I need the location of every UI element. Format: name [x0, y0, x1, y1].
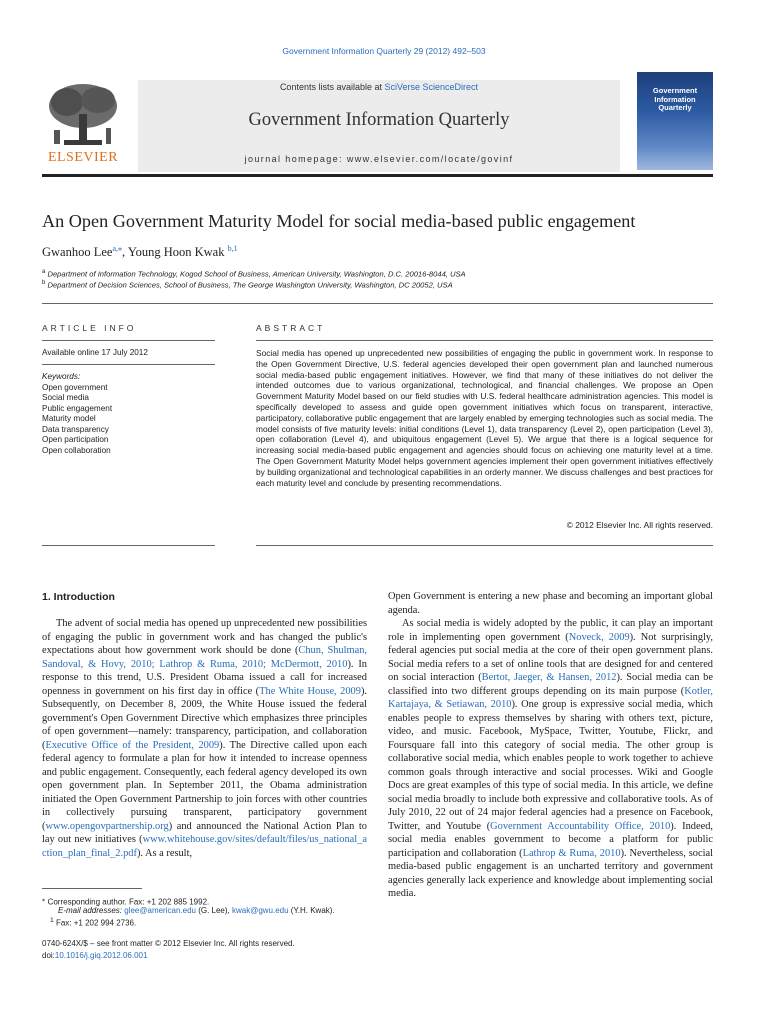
citation-link[interactable]: Kotler, Kartajaya, & Setiawan, 2010: [388, 685, 713, 710]
keyword-item: Open government: [42, 382, 108, 392]
keyword-item: Open participation: [42, 435, 109, 444]
cover-title-line: Quarterly: [658, 103, 692, 112]
keywords-block: [42, 372, 112, 456]
email-link[interactable]: glee@american.edu: [124, 906, 196, 915]
masthead-rule: [42, 174, 713, 177]
footnote-emails: E-mail addresses: glee@american.edu (G. Lee), kwak@gwu.edu (Y.H. Kwak).: [58, 906, 335, 915]
journal-title: Government Information Quarterly: [248, 110, 510, 130]
doi-link[interactable]: 10.1016/j.giq.2012.06.001: [54, 951, 148, 960]
article-info-heading: ARTICLE INFO: [42, 323, 137, 333]
body-column-left: [42, 617, 367, 860]
email-link[interactable]: kwak@gwu.edu: [231, 906, 289, 915]
url-link[interactable]: www.whitehouse.gov/sites/default/files/us_national_action_plan_final_2.pdf: [42, 834, 367, 859]
author-name: Gwanhoo Lee: [42, 245, 113, 260]
issn-line: 0740-624X/$ – see front matter © 2012 Elsevier Inc. All rights reserved.: [42, 939, 295, 948]
abstract-rule: [256, 545, 713, 546]
abstract-heading: ABSTRACT: [256, 323, 326, 333]
article-info-rule: [42, 340, 215, 341]
cover-title-line: Information: [654, 94, 696, 104]
citation-link[interactable]: Government Accountability Office, 2010: [490, 820, 671, 832]
available-online: Available online 17 July 2012: [42, 348, 148, 357]
elsevier-wordmark: ELSEVIER: [47, 150, 119, 165]
citation-link[interactable]: Chun, Shulman, Sandoval, & Hovy, 2010; Lathrop & Ruma, 2010; McDermott, 2010: [42, 645, 367, 670]
abstract-text: Social media has opened up unprecedented new possibilities of engaging the public in government work. In response to the Open Government Directive, U.S. federal agencies developed their open government plan and launched numerous social media-based public engagement initiatives. However, we find that many of these initiatives do not deliver the intended outcomes due to various organizational, technological, and financial challenges. We propose an Open Government Maturity Model based on our field studies with U.S. federal healthcare administration agencies. This model is specifically developed to assess and guide open government initiatives which focus on transparent, interactive, participatory, collaborative public engagement that are largely enabled by emerging technologies such as social media. The model consists of five maturity levels: initial conditions (Level 1), data transparency (Level 2), open participation (Level 3), open collaboration (Level 4), and ubiquitous engagement (Level 5). We argue that there is a logical sequence for increasing social media-based public engagement and agencies should focus on achieving one maturity level at a time. The Open Government Maturity Model helps government agencies implement their open government initiatives effectively by building organizational and technological capabilities in an orderly manner. We discuss challenges and best practices for each maturity level and conclude by presenting recommendations.: [256, 348, 713, 488]
keyword-item: Social media: [42, 393, 89, 402]
affiliation-a: $^a$ Department of Information Technology, Kogod School of Business, American University, Washington, D.C. 20016-8044, USA: [42, 269, 466, 279]
abstract-copyright: © 2012 Elsevier Inc. All rights reserved.: [566, 520, 713, 530]
author-name: Young Hoon Kwak: [127, 245, 225, 260]
contents-prefix: Contents lists available at: [279, 82, 385, 92]
doi-line: doi:10.1016/j.giq.2012.06.001: [42, 951, 148, 960]
citation-link[interactable]: The White House, 2009: [259, 685, 361, 697]
keyword-item: Maturity model: [42, 414, 96, 423]
keyword-item: Public engagement: [42, 403, 113, 413]
citation-link[interactable]: Lathrop & Ruma, 2010: [522, 847, 621, 859]
footnote-fax: $^1$ Fax: +1 202 994 2736.: [50, 917, 137, 928]
journal-citation[interactable]: Government Information Quarterly 29 (2012) 492–503: [282, 46, 486, 56]
sciencedirect-link[interactable]: SciVerse ScienceDirect: [384, 82, 479, 92]
keyword-item: Data transparency: [42, 424, 109, 434]
intro-paragraph: The advent of social media has opened up unprecedented new possibilities of engaging the public in government work and has changed the public's expectations about how government work should be done (Chun, Shulman, Sandoval, & Hovy, 2010; Lathrop & Ruma, 2010; McDermott, 2010). In response to this trend, U.S. President Obama issued a call for increased openness in government on his first day in office (The White House, 2009). Subsequently, on December 8, 2009, the White House issued the federal government's Open Government Directive which emphasizes three principles of open government—namely: transparency, participation, and collaboration (Executive Office of the President, 2009). The Directive called upon each federal agency to formulate a plan for how it intended to increase openness and public engagement. Consequently, each federal agency developed its own open government plan. In September 2011, the Obama administration initiated the Open Government Partnership to join forces with other countries in collectively pursuing transparent, participatory government (www.opengovpartnership.org) and announced the National Action Plan to lay out new initiatives (www.whitehouse.gov/sites/default/files/us_national_action_plan_final_2.pdf). As a result,: [42, 618, 368, 859]
author-list: [42, 244, 238, 260]
cover-title: [637, 87, 713, 113]
article-info-rule: [42, 545, 215, 546]
header-divider: [42, 303, 713, 304]
keywords-label: Keywords:: [42, 372, 81, 381]
intro-paragraph: As social media is widely adopted by the public, it can play an important role in implementing open government (Noveck, 2009). Not surprisingly, federal agencies put social media at the core of their open government plans. Social media refers to a set of online tools that are designed for and centered on social interaction (Bertot, Jaeger, & Hansen, 2012). Social media can be classified into two different groups depending on its main purpose (Kotler, Kartajaya, & Setiawan, 2010). One group is expressive social media, which enables people to express themselves by sharing with others text, picture, video, and music. Facebook, MySpace, Twitter, Youtube, Flickr, and Foursquare fall into this category of social media. The other group is collaborative social media, which enables people to work together to achieve common goals through interactive and social processes. Wiki and Google Docs are great examples of this type of social media. In this article, we define social media broadly to include both expressive and collaborative tools. As of July 2010, 22 out of 24 major federal agencies had a presence on Facebook, Twitter, and Youtube (Government Accountability Office, 2010). Indeed, social media enables government to become a platform for public participation and collaboration (Lathrop & Ruma, 2010). Nevertheless, social media-based public engagement is an uncharted territory and government agencies generally lack experience and knowledge about implementing social media.: [388, 618, 714, 899]
keyword-item: Open collaboration: [42, 445, 111, 455]
footnote-corresponding: ⁎ Corresponding author. Fax: +1 202 885 1992.: [42, 896, 210, 907]
body-column-right: [388, 590, 713, 901]
author-affil-sup[interactable]: b,1: [227, 244, 238, 253]
cover-title-line: Government: [652, 86, 698, 95]
url-link[interactable]: www.opengovpartnership.org: [45, 820, 169, 832]
author-affil-sup[interactable]: a,⁎: [112, 244, 123, 253]
citation-link[interactable]: Bertot, Jaeger, & Hansen, 2012: [481, 672, 617, 683]
article-info-rule: [42, 364, 215, 365]
citation-link[interactable]: Noveck, 2009: [568, 631, 630, 643]
journal-homepage[interactable]: journal homepage: www.elsevier.com/locate/govinf: [244, 154, 514, 164]
affiliation-b: $^b$ Department of Decision Sciences, School of Business, The George Washington University, Washington, DC 20052, USA: [42, 280, 453, 290]
intro-paragraph: Open Government is entering a new phase and becoming an important global agenda.: [388, 591, 713, 616]
abstract-rule: [256, 340, 713, 341]
contents-lists-line: [138, 82, 620, 92]
author-separator: ,: [122, 245, 128, 260]
article-title: An Open Government Maturity Model for social media-based public engagement: [42, 211, 636, 231]
footnote-rule: [42, 888, 142, 889]
citation-link[interactable]: Executive Office of the President, 2009: [45, 739, 220, 751]
section-heading-introduction: 1. Introduction: [42, 591, 115, 603]
